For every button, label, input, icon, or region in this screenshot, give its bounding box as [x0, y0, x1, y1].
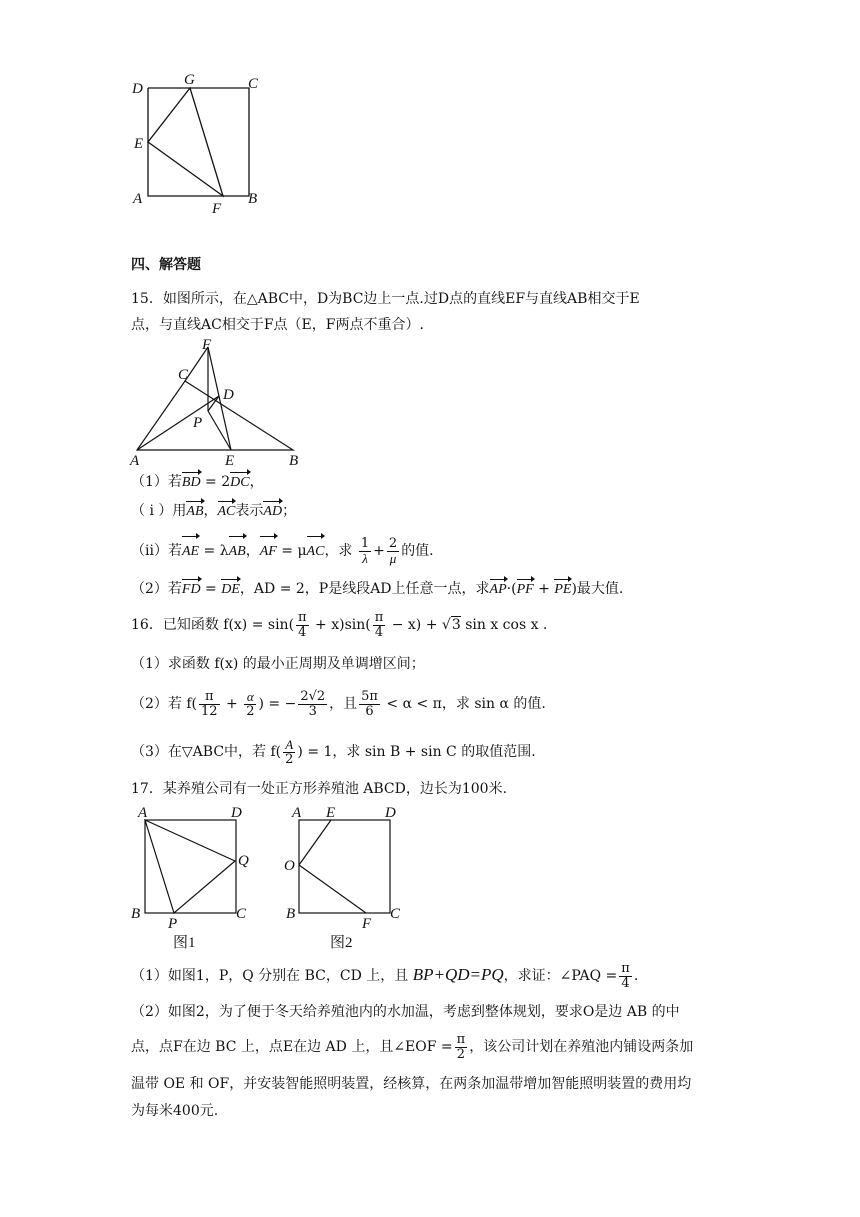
q15-part1: （1）若BD = 2DC，: [131, 472, 264, 493]
caption-fig2: 图2: [330, 935, 353, 951]
q15-line2: 点，与直线AC相交于F点（E，F两点不重合）.: [131, 317, 424, 333]
q17-part2-line1: （2）如图2，为了便于冬天给养殖池内的水加温，考虑到整体规划，要求O是边 AB 的中: [131, 1004, 680, 1020]
label-E: E: [134, 136, 144, 152]
q15-line1: 15．如图所示，在△ABC中，D为BC边上一点.过D点的直线EF与直线AB相交于E: [131, 291, 640, 307]
label-A: A: [133, 191, 143, 207]
q15-part1-i: （ i ）用AB，AC表示AD；: [131, 501, 296, 522]
label-E: E: [225, 453, 235, 467]
label-P: P: [193, 415, 203, 431]
label-Q: Q: [238, 853, 249, 869]
label-O: O: [284, 858, 295, 874]
label-E: E: [326, 805, 336, 821]
label-F: F: [202, 337, 212, 353]
q17-part2-line3: 温带 OE 和 OF，并安装智能照明装置，经核算，在两条加温带增加智能照明装置的费用均: [131, 1076, 692, 1092]
label-C: C: [390, 906, 401, 922]
q17-part1: （1）如图1，P，Q 分别在 BC，CD 上，且 BP+QD=PQ，求证：∠PAQ = $\frac{\pi}{4}$ .: [131, 960, 639, 991]
figure-square-efg: [128, 70, 268, 215]
section-heading: 四、解答题: [131, 257, 201, 273]
figure-q17-fig2: [282, 802, 412, 952]
label-B: B: [248, 191, 258, 207]
q16-part3: （3）在▽ABC中，若 f( $\frac{A}{2}$ ) = 1，求 sin B + sin C 的取值范围.: [131, 736, 536, 767]
label-F: F: [362, 916, 372, 932]
q17-part2-line4: 为每米400元.: [131, 1103, 219, 1119]
q16-part1: （1）求函数 f(x) 的最小正周期及单调增区间；: [131, 656, 425, 672]
figure-q17-fig1: [128, 802, 258, 952]
label-A: A: [292, 805, 302, 821]
label-F: F: [212, 201, 222, 215]
q16-part2: （2）若 f( $\frac{\pi}{12}$ + $\frac{\alpha}{2}$ ) = − $\frac{2√2}{3}$ ，且 $\frac{5\pi}{6}$ < α < π，求 sin α 的值.: [131, 688, 546, 719]
label-G: G: [184, 72, 195, 88]
label-C: C: [248, 76, 259, 92]
q15-part1-ii: （ii）若AE = λAB，AF = μAC，求 $\frac{1}{\lambda}$ + $\frac{2}{\mu}$ 的值.: [131, 535, 434, 566]
q16-line1: 16．已知函数 f(x) = sin( $\frac{\pi}{4}$ + x)sin( $\frac{\pi}{4}$ − x) + √3 sin x cos x .: [131, 609, 548, 640]
label-C: C: [236, 906, 247, 922]
caption-fig1: 图1: [173, 935, 196, 951]
label-P: P: [168, 916, 178, 932]
label-B: B: [131, 906, 141, 922]
label-D: D: [385, 805, 396, 821]
label-B: B: [289, 453, 299, 467]
label-C: C: [178, 367, 189, 383]
label-D: D: [223, 387, 234, 403]
q17-part2-line2: 点，点F在边 BC 上，点E在边 AD 上，且∠EOF = $\frac{\pi}{2}$ ，该公司计划在养殖池内铺设两条加: [131, 1031, 694, 1062]
label-D: D: [231, 805, 242, 821]
figure-q15-triangle: [128, 337, 308, 467]
label-B: B: [286, 906, 296, 922]
label-A: A: [138, 805, 148, 821]
q17-line1: 17．某养殖公司有一处正方形养殖池 ABCD，边长为100米.: [131, 781, 508, 797]
label-D: D: [132, 81, 143, 97]
label-A: A: [130, 453, 140, 467]
q15-part2: （2）若FD = DE，AD = 2，P是线段AD上任意一点，求AP·(PF + PE)最大值.: [131, 579, 623, 600]
